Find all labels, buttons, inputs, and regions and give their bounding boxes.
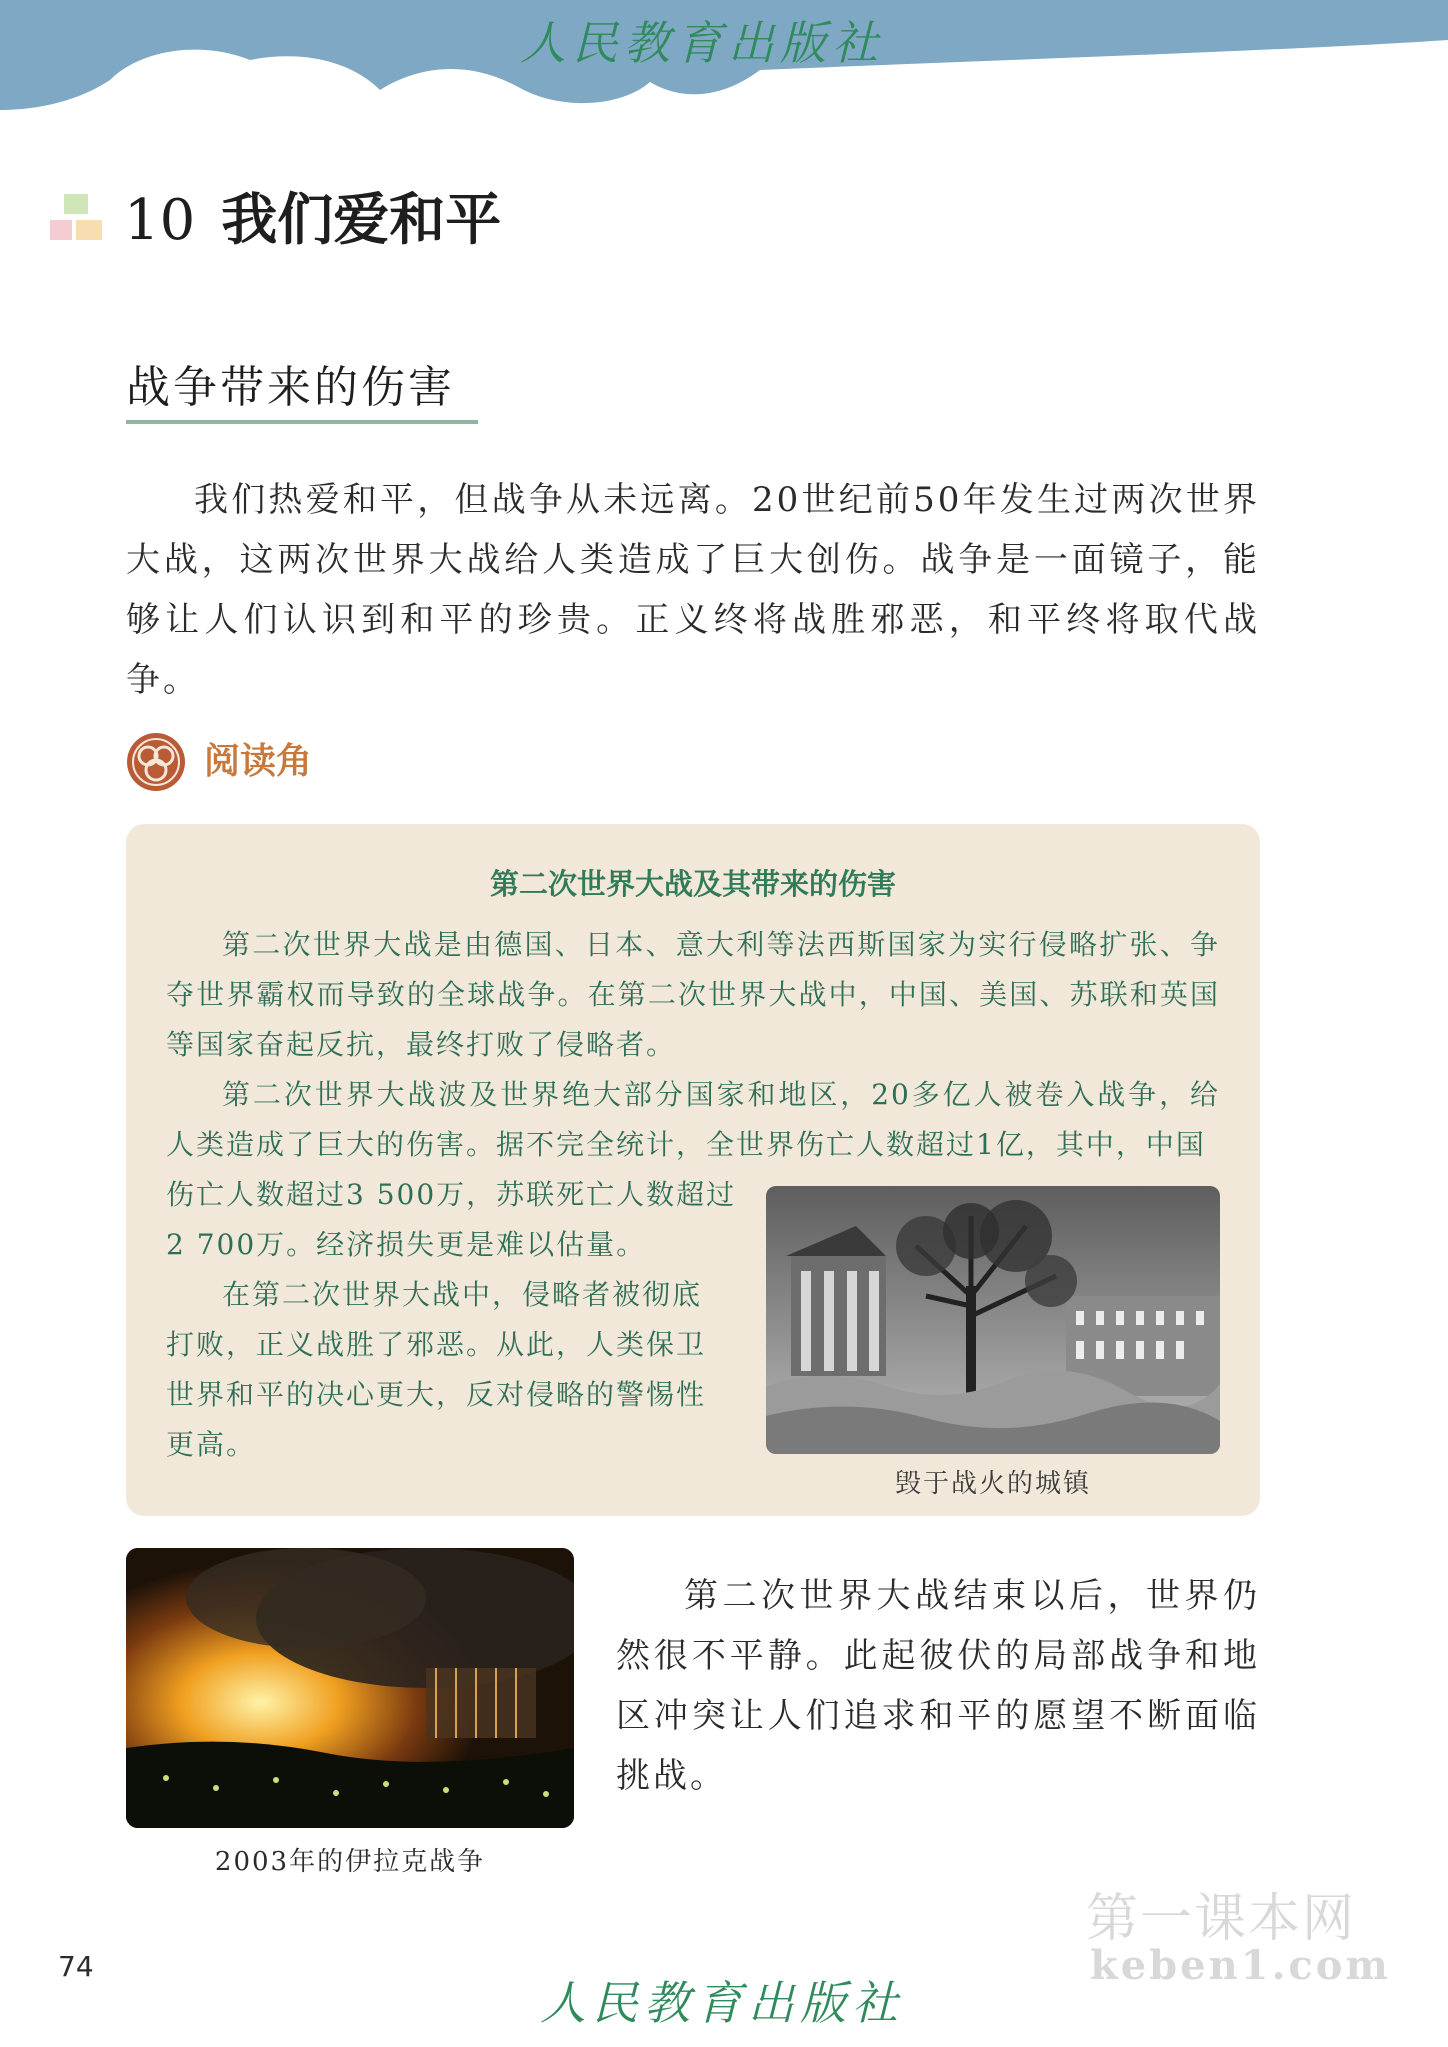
publisher-logo-top: 人民教育出版社: [520, 16, 884, 70]
reading-box-title: 第二次世界大战及其带来的伤害: [489, 867, 896, 901]
intro-paragraph: 我们热爱和平，但战争从未远离。20世纪前50年发生过两次世界大战，这两次世界大战给人类造成了巨大创伤。战争是一面镜子，能够让人们认识到和平的珍贵。正义终将战胜邪恶，和平终将取代战争。: [126, 480, 1260, 700]
reading-corner-label: 阅读角: [204, 741, 313, 782]
postwar-paragraph: 第二次世界大战结束以后，世界仍然很不平静。此起彼伏的局部战争和地区冲突让人们追求和平的愿望不断面临挑战。: [616, 1576, 1260, 1796]
reading-paragraph-2: 第二次世界大战波及世界绝大部分国家和地区，20多亿人被卷入战争，给人类造成了巨大的伤害。据不完全统计，全世界伤亡人数超过1亿，其中，中国: [166, 1078, 1220, 1161]
ruined-town-caption: 毁于战火的城镇: [894, 1469, 1091, 1499]
page-number: 74: [58, 1950, 94, 1983]
reading-line: 世界和平的决心更大，反对侵略的警惕性: [166, 1378, 707, 1411]
chapter-marker-icon: [50, 194, 106, 244]
chapter-title: [124, 180, 501, 260]
chapter-number: 10: [124, 188, 196, 253]
publisher-logo-bottom: 人民教育出版社: [540, 1976, 904, 2030]
reading-line: 打败，正义战胜了邪恶。从此，人类保卫: [166, 1328, 707, 1361]
ruined-town-photo: [766, 1186, 1220, 1454]
iraq-war-photo: [126, 1548, 574, 1828]
section-underline: [126, 420, 478, 424]
chapter-title-text: 我们爱和平: [221, 187, 502, 253]
watermark-url: keben1.com: [1090, 1942, 1391, 1989]
reading-line: 更高。: [166, 1428, 257, 1461]
iraq-war-caption: 2003年的伊拉克战争: [214, 1847, 486, 1877]
reading-line: 在第二次世界大战中，侵略者被彻底: [222, 1278, 703, 1311]
reading-line: 伤亡人数超过3 500万，苏联死亡人数超过: [166, 1178, 737, 1211]
watermark-chinese: 第一课本网: [1086, 1889, 1357, 1949]
reading-line: 2 700万。经济损失更是难以估量。: [166, 1228, 647, 1261]
section-heading: 战争带来的伤害: [126, 362, 455, 413]
reading-paragraph-1: 第二次世界大战是由德国、日本、意大利等法西斯国家为实行侵略扩张、争夺世界霸权而导致的全球战争。在第二次世界大战中，中国、美国、苏联和英国等国家奋起反抗，最终打败了侵略者。: [166, 928, 1220, 1061]
reading-corner-icon: [126, 732, 186, 792]
reading-text-beside-photo: [166, 1170, 737, 1470]
